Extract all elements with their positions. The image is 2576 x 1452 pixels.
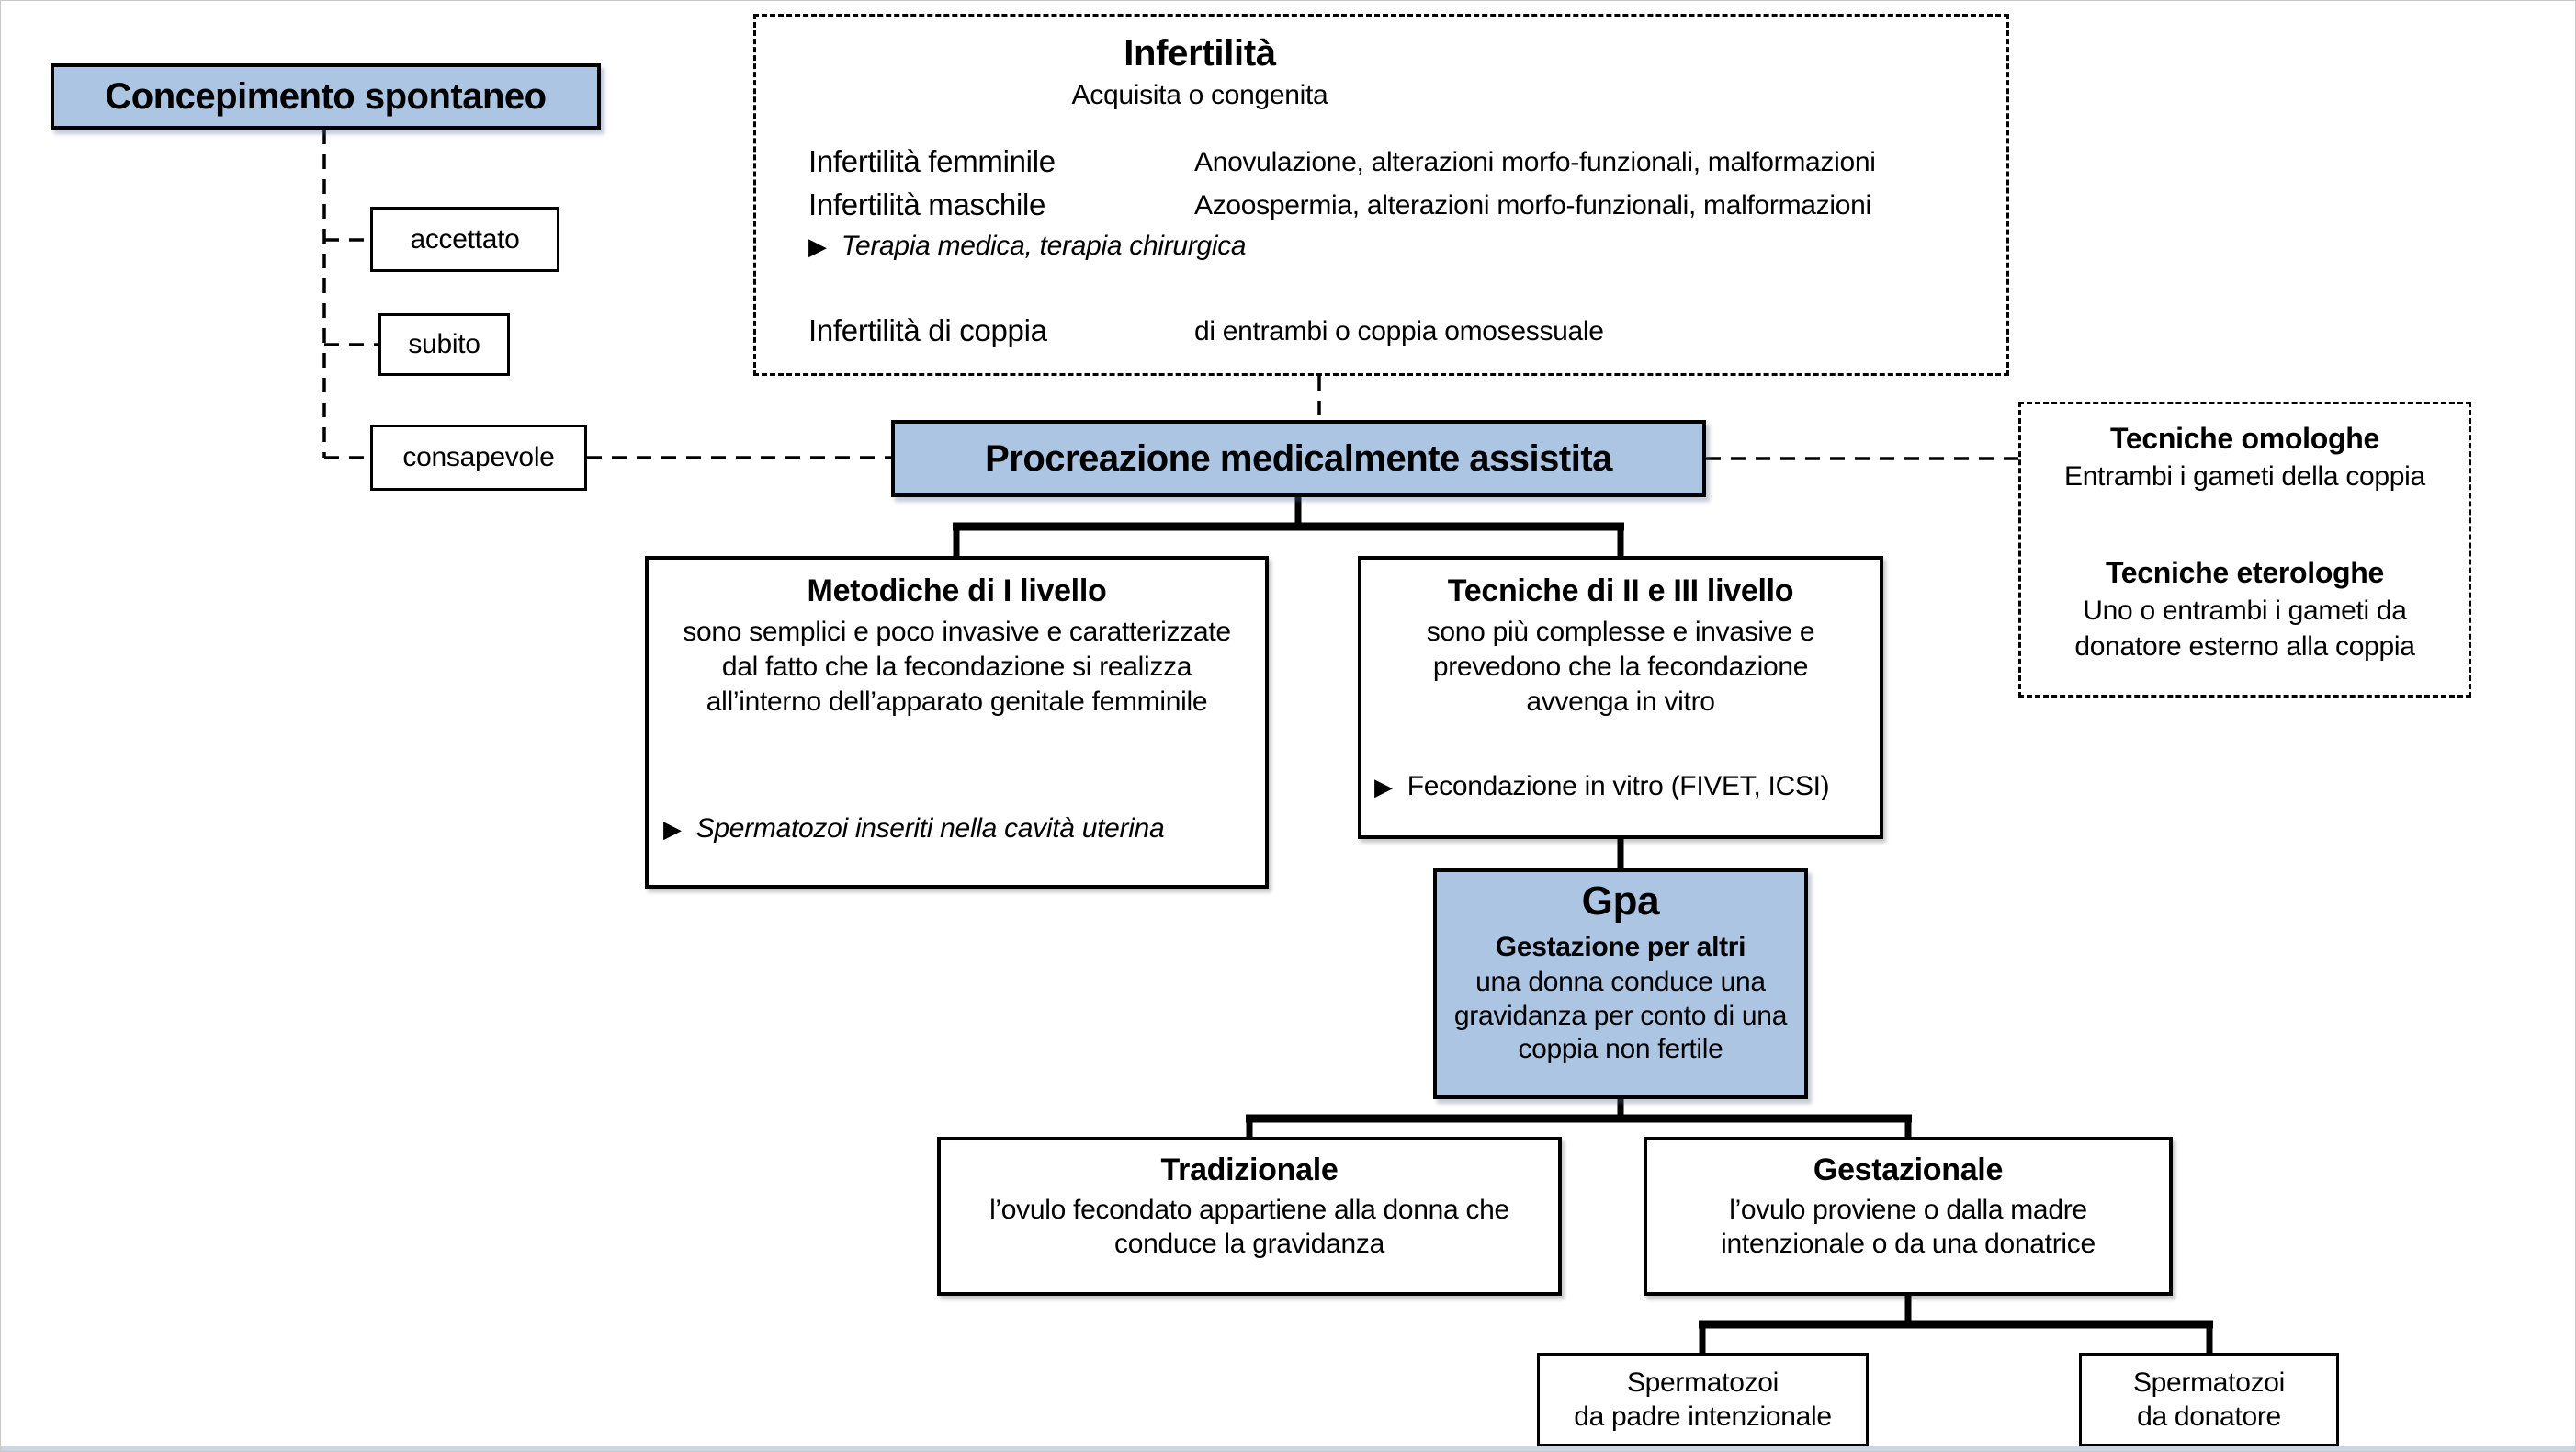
infertilita-subtitle: Acquisita o congenita — [1071, 80, 1328, 110]
node-gestazionale — [1644, 1137, 2173, 1296]
row-label: Infertilità femminile — [808, 144, 1056, 178]
node-concepimento-spontaneo — [51, 63, 601, 130]
node-subito-label: subito — [408, 329, 480, 359]
node-metodiche-1-livello — [645, 556, 1269, 889]
row-detail: Azoospermia, alterazioni morfo-funzionali, malformazioni — [1194, 190, 1871, 221]
infertilita-row-femminile — [808, 144, 2006, 179]
infertilita-row-coppia — [808, 313, 2006, 348]
tecniche-eterologhe-desc: Uno o entrambi i gameti da donatore esterno alla coppia — [2074, 596, 2415, 663]
tradizionale-title: Tradizionale — [1160, 1152, 1339, 1187]
node-tradizionale — [937, 1137, 1562, 1296]
sperm-donatore-line2: da donatore — [2137, 1401, 2281, 1432]
infertilita-heading — [756, 31, 1644, 113]
tecniche23-desc: sono più complesse e invasive e prevedono che la fecondazione avvenga in vitro — [1426, 616, 1815, 718]
gpa-subtitle: Gestazione per altri — [1495, 931, 1746, 962]
row-detail: Anovulazione, alterazioni morfo-funzionali, malformazioni — [1194, 147, 1876, 177]
infertilita-rows — [808, 144, 2006, 222]
tecniche23-bullet — [1374, 771, 1829, 802]
gpa-title: Gpa — [1581, 879, 1660, 924]
infertilita-row-maschile — [808, 187, 2006, 222]
node-subito — [378, 313, 510, 376]
node-spermatozoi-donatore — [2079, 1353, 2339, 1446]
metodiche-desc: sono semplici e poco invasive e caratterizzate dal fatto che la fecondazione si realizza all’interno dell’apparato genitale femminile — [683, 616, 1231, 718]
metodiche-bullet-text: Spermatozoi inseriti nella cavità uterina — [695, 813, 1165, 844]
bullet-triangle-icon: ▶ — [663, 816, 682, 844]
sperm-padre-line2: da padre intenzionale — [1574, 1401, 1832, 1432]
node-consapevole-label: consapevole — [402, 442, 555, 472]
node-accettato-label: accettato — [410, 223, 520, 255]
node-concepimento-spontaneo-label: Concepimento spontaneo — [105, 75, 547, 117]
screenshot-bottom-edge — [1, 1446, 2575, 1451]
gpa-desc: una donna conduce una gravidanza per conto di una coppia non fertile — [1453, 967, 1788, 1065]
tecniche-eterologhe-title: Tecniche eterologhe — [2105, 556, 2385, 590]
bullet-triangle-icon: ▶ — [808, 233, 827, 261]
node-consapevole — [370, 425, 587, 491]
tecniche-omologhe-desc: Entrambi i gameti della coppia — [2064, 461, 2425, 493]
infertilita-therapy-bullet — [808, 231, 2006, 262]
metodiche-title: Metodiche di I livello — [807, 573, 1107, 608]
panel-infertilita — [753, 14, 2009, 376]
gestazionale-desc: l’ovulo proviene o dalla madre intenzionale o da una donatrice — [1721, 1194, 2096, 1259]
bullet-triangle-icon: ▶ — [1374, 774, 1393, 801]
tecniche23-bullet-text: Fecondazione in vitro (FIVET, ICSI) — [1407, 771, 1830, 801]
sperm-padre-line1: Spermatozoi — [1626, 1367, 1779, 1398]
node-tecniche-2-3-livello — [1358, 556, 1883, 839]
node-spermatozoi-padre — [1537, 1353, 1869, 1446]
sperm-donatore-line1: Spermatozoi — [2132, 1367, 2286, 1398]
metodiche-bullet — [663, 813, 1164, 845]
node-pma-label: Procreazione medicalmente assistita — [985, 437, 1612, 479]
panel-tecniche-gameti — [2018, 402, 2471, 698]
gestazionale-title: Gestazionale — [1813, 1152, 2004, 1187]
tradizionale-desc: l’ovulo fecondato appartiene alla donna che conduce la gravidanza — [989, 1194, 1509, 1259]
tecniche-omologhe-title: Tecniche omologhe — [2109, 422, 2379, 455]
infertilita-title: Infertilità — [1124, 33, 1276, 74]
row-label: Infertilità maschile — [808, 187, 1046, 221]
node-pma — [891, 420, 1706, 497]
row-label: Infertilità di coppia — [808, 313, 1047, 347]
therapy-bullet-text: Terapia medica, terapia chirurgica — [841, 231, 1247, 261]
row-detail: di entrambi o coppia omosessuale — [1194, 316, 1604, 346]
node-accettato — [370, 207, 559, 272]
node-gpa — [1433, 868, 1808, 1099]
tecniche23-title: Tecniche di II e III livello — [1447, 573, 1794, 608]
infertilita-couple-row-wrap — [808, 313, 2006, 348]
